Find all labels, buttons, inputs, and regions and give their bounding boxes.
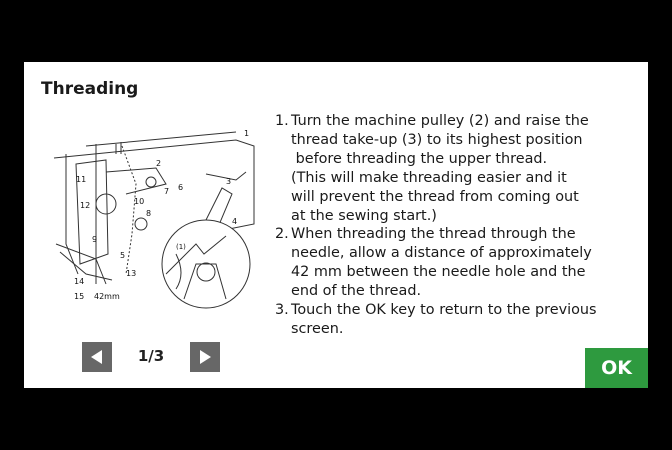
page-indicator: 1/3 [137, 347, 165, 365]
label-1: 1 [244, 129, 250, 138]
instruction-item [275, 112, 647, 225]
label-3: 3 [226, 177, 232, 186]
instruction-text: Touch the OK key to return to the previous screen. [291, 302, 597, 337]
threading-illustration [36, 124, 256, 309]
inset-label: (1) [176, 243, 186, 251]
instruction-text: Turn the machine pulley (2) and raise the thread take-up (3) to its highest position before threading the upper thread. (This will make threading easier and it will prevent the thread from coming out at the sewing start.) [291, 113, 589, 224]
label-14: 14 [74, 277, 85, 286]
instruction-number: 2. [275, 226, 289, 243]
label-42mm: 42mm [94, 292, 120, 301]
label-7: 7 [164, 187, 170, 196]
threading-dialog [24, 62, 648, 388]
triangle-left-icon [91, 350, 103, 364]
label-8: 8 [146, 209, 152, 218]
label-12: 12 [80, 201, 91, 210]
label-6: 6 [178, 183, 184, 192]
instruction-item [275, 225, 647, 301]
label-10: 10 [134, 197, 145, 206]
instruction-text: When threading the thread through the needle, allow a distance of approximately 42 mm between the needle hole and the end of the thread. [291, 226, 592, 300]
instruction-number: 3. [275, 302, 289, 319]
label-9: 9 [92, 235, 98, 244]
instruction-list [275, 112, 647, 339]
next-page-button[interactable] [190, 342, 220, 372]
label-13: 13 [126, 269, 137, 278]
instruction-number: 1. [275, 113, 289, 129]
triangle-right-icon [199, 350, 211, 364]
prev-page-button[interactable] [82, 342, 112, 372]
pager [82, 342, 220, 372]
ok-button[interactable]: OK [585, 348, 648, 388]
dialog-title: Threading [41, 79, 139, 99]
instruction-item [275, 301, 647, 339]
label-4: 4 [232, 217, 238, 226]
label-5: 5 [120, 251, 126, 260]
label-2: 2 [156, 159, 162, 168]
label-15: 15 [74, 292, 85, 301]
label-11: 11 [76, 175, 87, 184]
